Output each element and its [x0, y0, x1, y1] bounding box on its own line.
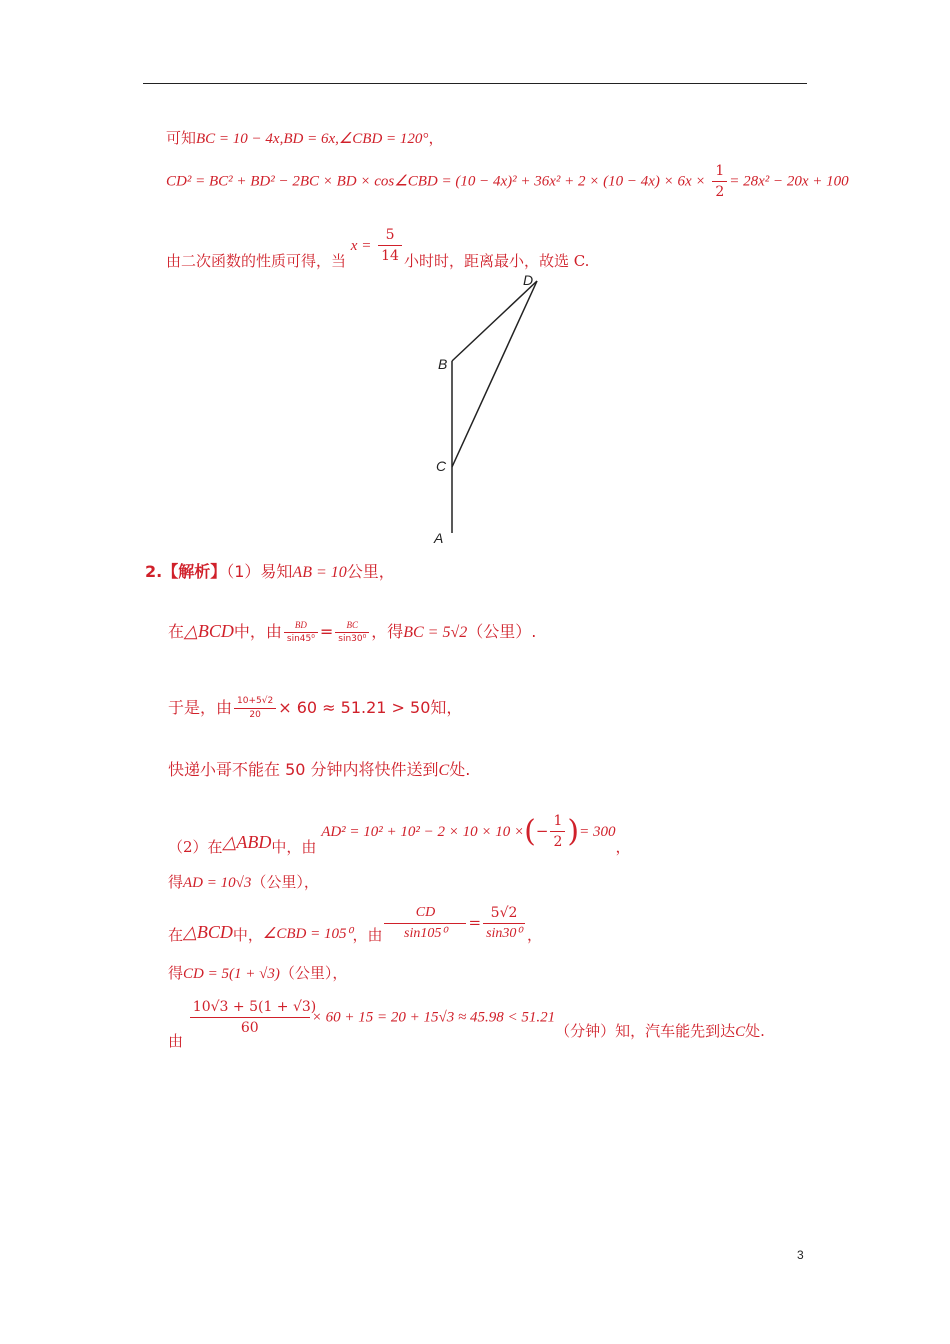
p3-l2-math: AD = 10√3 [183, 875, 252, 891]
p2-l2-f1-num: BD [284, 620, 318, 633]
label-c: C [436, 458, 447, 474]
p2-l2-a: 在 [168, 622, 185, 641]
p1-l2-tail: = 28x² − 20x + 100 [729, 173, 849, 190]
p2-l2-f1-den: sin45⁰ [286, 634, 315, 644]
p3-l3-math: ∠CBD = 105⁰ [262, 925, 353, 942]
p2-l3-frac [234, 696, 276, 721]
p2-heading [145, 562, 395, 583]
geometry-diagram [0, 265, 950, 565]
label-d: D [523, 272, 534, 288]
segment-cd [452, 281, 537, 467]
p2-l3-b: 知， [430, 698, 463, 717]
p3-l3-triangle: △BCD [183, 921, 233, 942]
p1-l1-prefix: 可知 [166, 129, 197, 147]
p3-l3-a: 在 [168, 925, 184, 944]
p3-l5-c: C [735, 1023, 746, 1040]
p3-l3-f2-den: sin30⁰ [486, 926, 523, 941]
p2-head-text: （1）易知 [226, 562, 293, 581]
segment-bd [452, 281, 537, 361]
p3-l4-b: （公里）， [279, 964, 348, 982]
p1-l1-end: ， [428, 129, 444, 147]
p3-l5-a: 由 [168, 1031, 184, 1050]
p1-l2-math: CD² = BC² + BD² − 2BC × BD × cos∠CBD = (10 − 4x)² + 36x² + 2 × (10 − 4x) × 6x × [166, 173, 706, 190]
p1-line-2 [166, 162, 849, 201]
p2-l2-eq: = [319, 622, 334, 641]
p3-l5-math: × 60 + 15 = 20 + 15√3 ≈ 45.98 < 51.21 [311, 1009, 556, 1026]
p3-l1-end: ， [615, 837, 631, 856]
p3-l2-b: （公里）， [251, 873, 319, 891]
p2-head-num: 2. [145, 562, 163, 581]
p1-l3-suffix: 小时时，距离最小，故选 C. [403, 251, 590, 270]
p3-l1-a: （2）在 [168, 837, 223, 856]
p1-l2-fraction [712, 162, 727, 201]
p2-l2-frac-2 [335, 620, 369, 645]
p2-l2-f2-den: sin30⁰ [338, 634, 367, 644]
p2-l3-f-den: 20 [249, 710, 261, 720]
p1-l3-fraction [378, 226, 402, 265]
p3-l3-c: ，由 [352, 925, 383, 944]
p3-line-4 [168, 963, 347, 984]
p3-l3-f1-den: sin105⁰ [404, 926, 447, 941]
p1-l3-prefix: 由二次函数的性质可得，当 [166, 251, 347, 270]
p3-line-1 [168, 813, 631, 859]
p3-l4-a: 得 [168, 964, 184, 982]
header-rule [143, 83, 807, 84]
p2-l4-a: 快递小哥不能在 50 分钟内将快件送到 [168, 760, 439, 779]
p3-l1-minus: − [535, 821, 549, 840]
p1-l3-frac-num: 5 [378, 226, 402, 246]
p3-l1-frac-den: 2 [553, 834, 563, 850]
p2-l3-math: × 60 ≈ 51.21 > 50 [278, 698, 431, 717]
p1-l2-frac-den: 2 [715, 184, 725, 200]
label-a: A [434, 530, 444, 546]
p3-l1-frac-num: 1 [550, 812, 565, 832]
p3-l5-b: （分钟）知，汽车能先到达 [555, 1021, 736, 1040]
p1-l1-math: BC = 10 − 4x,BD = 6x,∠CBD = 120° [196, 131, 429, 147]
p2-l3-f-num: 10+5√2 [234, 696, 276, 709]
p3-line-3 [168, 904, 542, 943]
p2-line-4 [168, 760, 470, 781]
p2-head-tag: 【解析】 [162, 562, 227, 581]
p3-l4-math: CD = 5(1 + √3) [183, 966, 280, 982]
p3-l5-f-den: 60 [240, 1020, 259, 1036]
p2-head-end: 公里， [346, 562, 395, 581]
p3-l5-fraction [190, 998, 317, 1037]
p3-line-5 [168, 998, 765, 1050]
p2-l2-math: BC = 5√2 [403, 624, 468, 641]
p3-l1-triangle: △ABD [222, 831, 272, 852]
p3-l2-a: 得 [168, 873, 184, 891]
p1-l2-frac-num: 1 [712, 162, 727, 182]
page-number: 3 [797, 1248, 804, 1262]
p3-l3-f2-num: 5√2 [483, 904, 525, 924]
p3-l3-d: ， [527, 925, 543, 944]
p3-l1-tail: = 300 [579, 823, 616, 840]
p3-l3-frac-2 [483, 904, 525, 943]
p3-l1-b: 中，由 [271, 837, 317, 856]
p2-line-2 [168, 620, 536, 645]
p3-l1-math: AD² = 10² + 10² − 2 × 10 × 10 × [321, 823, 525, 840]
p2-l2-frac-1 [284, 620, 318, 645]
p1-line-1 [166, 128, 443, 149]
p2-l2-d: （公里）. [467, 622, 537, 641]
p2-head-math: AB = 10 [292, 564, 347, 581]
p3-l5-f-num: 10√3 + 5(1 + √3) [190, 998, 310, 1018]
p3-l5-d: 处. [745, 1021, 765, 1040]
p2-l2-triangle: △BCD [184, 621, 234, 641]
p3-l3-f1-num: CD [384, 904, 466, 924]
p3-l1-fraction [550, 812, 565, 851]
p3-l3-b: 中， [232, 925, 263, 944]
p3-line-2 [168, 872, 319, 893]
p2-l4-b: 处. [449, 760, 471, 779]
p2-l2-b: 中，由 [233, 622, 282, 641]
p2-l2-c: ，得 [371, 622, 404, 641]
p3-l3-eq: = [468, 913, 482, 932]
p2-l2-f2-num: BC [335, 620, 369, 633]
p3-l3-frac-1 [384, 904, 466, 943]
p2-l4-c: C [438, 762, 450, 779]
label-b: B [438, 356, 448, 372]
p1-line-3 [166, 218, 590, 270]
p2-l3-a: 于是，由 [168, 698, 233, 717]
p1-l3-frac-den: 14 [381, 248, 399, 264]
p1-l3-x: x = [350, 237, 372, 254]
p2-line-3 [168, 696, 462, 721]
p3-l1-paren-open: ( [524, 813, 536, 849]
p3-l1-paren-close: ) [567, 813, 580, 849]
